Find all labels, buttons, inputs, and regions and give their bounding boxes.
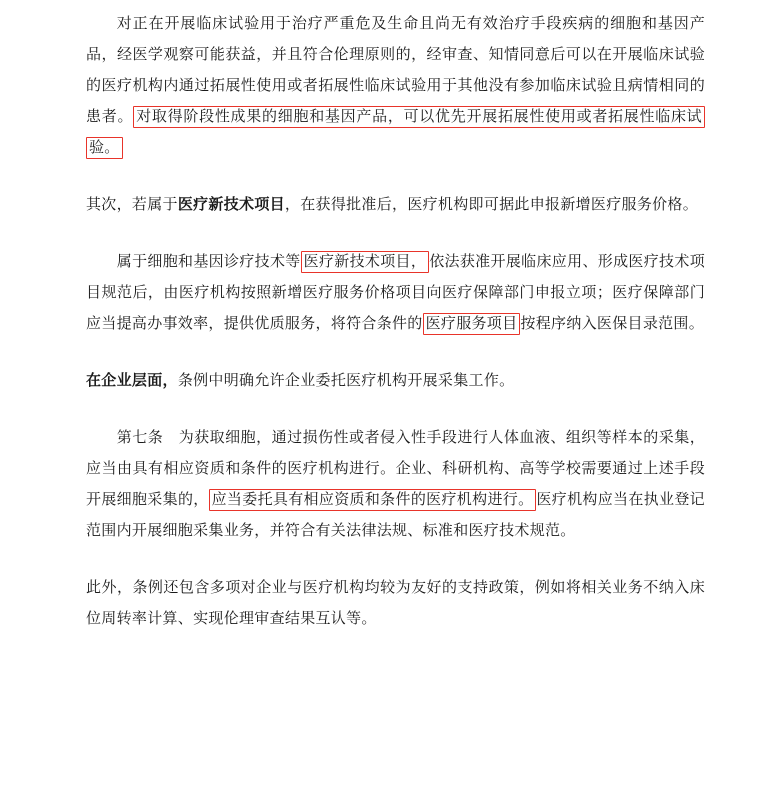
paragraph-spacer xyxy=(86,396,705,422)
paragraph-spacer xyxy=(86,163,705,189)
highlighted-text: 对取得阶段性成果的细胞和基因产品，可以优先开展拓展性使用或者拓展性临床试验。 xyxy=(86,106,705,159)
paragraph-spacer xyxy=(86,220,705,246)
paragraph-text: 依法获准开展临床应用、形成医疗技术项目规范后，由医疗机构按照新增医疗服务价格项目向医疗保障部门申报立项；医疗保障部门应当提高办事效率，提供优质服务，将符合条件的 xyxy=(86,253,706,332)
paragraph-2 xyxy=(86,189,705,220)
paragraph-text: 此外，条例还包含多项对企业与医疗机构均较为友好的支持政策，例如将相关业务不纳入床位周转率计算、实现伦理审查结果互认等。 xyxy=(86,579,705,627)
paragraph-text: 对正在开展临床试验用于治疗严重危及生命且尚无有效治疗手段疾病的细胞和基因产品，经医学观察可能获益，并且符合伦理原则的，经审查、知情同意后可以在开展临床试验的医疗机构内通过拓展性使用或者拓展性临床试验用于其他没有参加临床试验且病情相同的患者。 xyxy=(86,15,705,125)
highlighted-text: 医疗服务项目 xyxy=(423,313,521,335)
paragraph-text: 条例中明确允许企业委托医疗机构开展采集工作。 xyxy=(177,372,515,389)
paragraph-6 xyxy=(86,572,705,634)
paragraph-5 xyxy=(86,422,705,546)
paragraph-text: 其次，若属于 xyxy=(86,196,178,213)
paragraph-spacer xyxy=(86,546,705,572)
emphasis-text: 医疗新技术项目 xyxy=(177,196,285,213)
paragraph-4 xyxy=(86,365,705,396)
paragraph-text: ，在获得批准后，医疗机构即可据此申报新增医疗服务价格。 xyxy=(284,196,699,213)
paragraph-spacer xyxy=(86,339,705,365)
paragraph-text: 医疗机构应当在执业登记范围内开展细胞采集业务，并符合有关法律法规、标准和医疗技术规范。 xyxy=(86,491,705,539)
paragraph-text: 第七条 为获取细胞，通过损伤性或者侵入性手段进行人体血液、组织等样本的采集，应当由具有相应资质和条件的医疗机构进行。企业、科研机构、高等学校需要通过上述手段开展细胞采集的， xyxy=(86,429,705,508)
paragraph-text: 属于细胞和基因诊疗技术等 xyxy=(116,253,301,270)
highlighted-text: 应当委托具有相应资质和条件的医疗机构进行。 xyxy=(209,489,537,511)
paragraph-1 xyxy=(86,8,705,163)
paragraph-text: 按程序纳入医保目录范围。 xyxy=(520,315,705,332)
emphasis-text: 在企业层面， xyxy=(86,372,178,389)
highlighted-text: 医疗新技术项目， xyxy=(301,251,430,273)
paragraph-3 xyxy=(86,246,705,339)
